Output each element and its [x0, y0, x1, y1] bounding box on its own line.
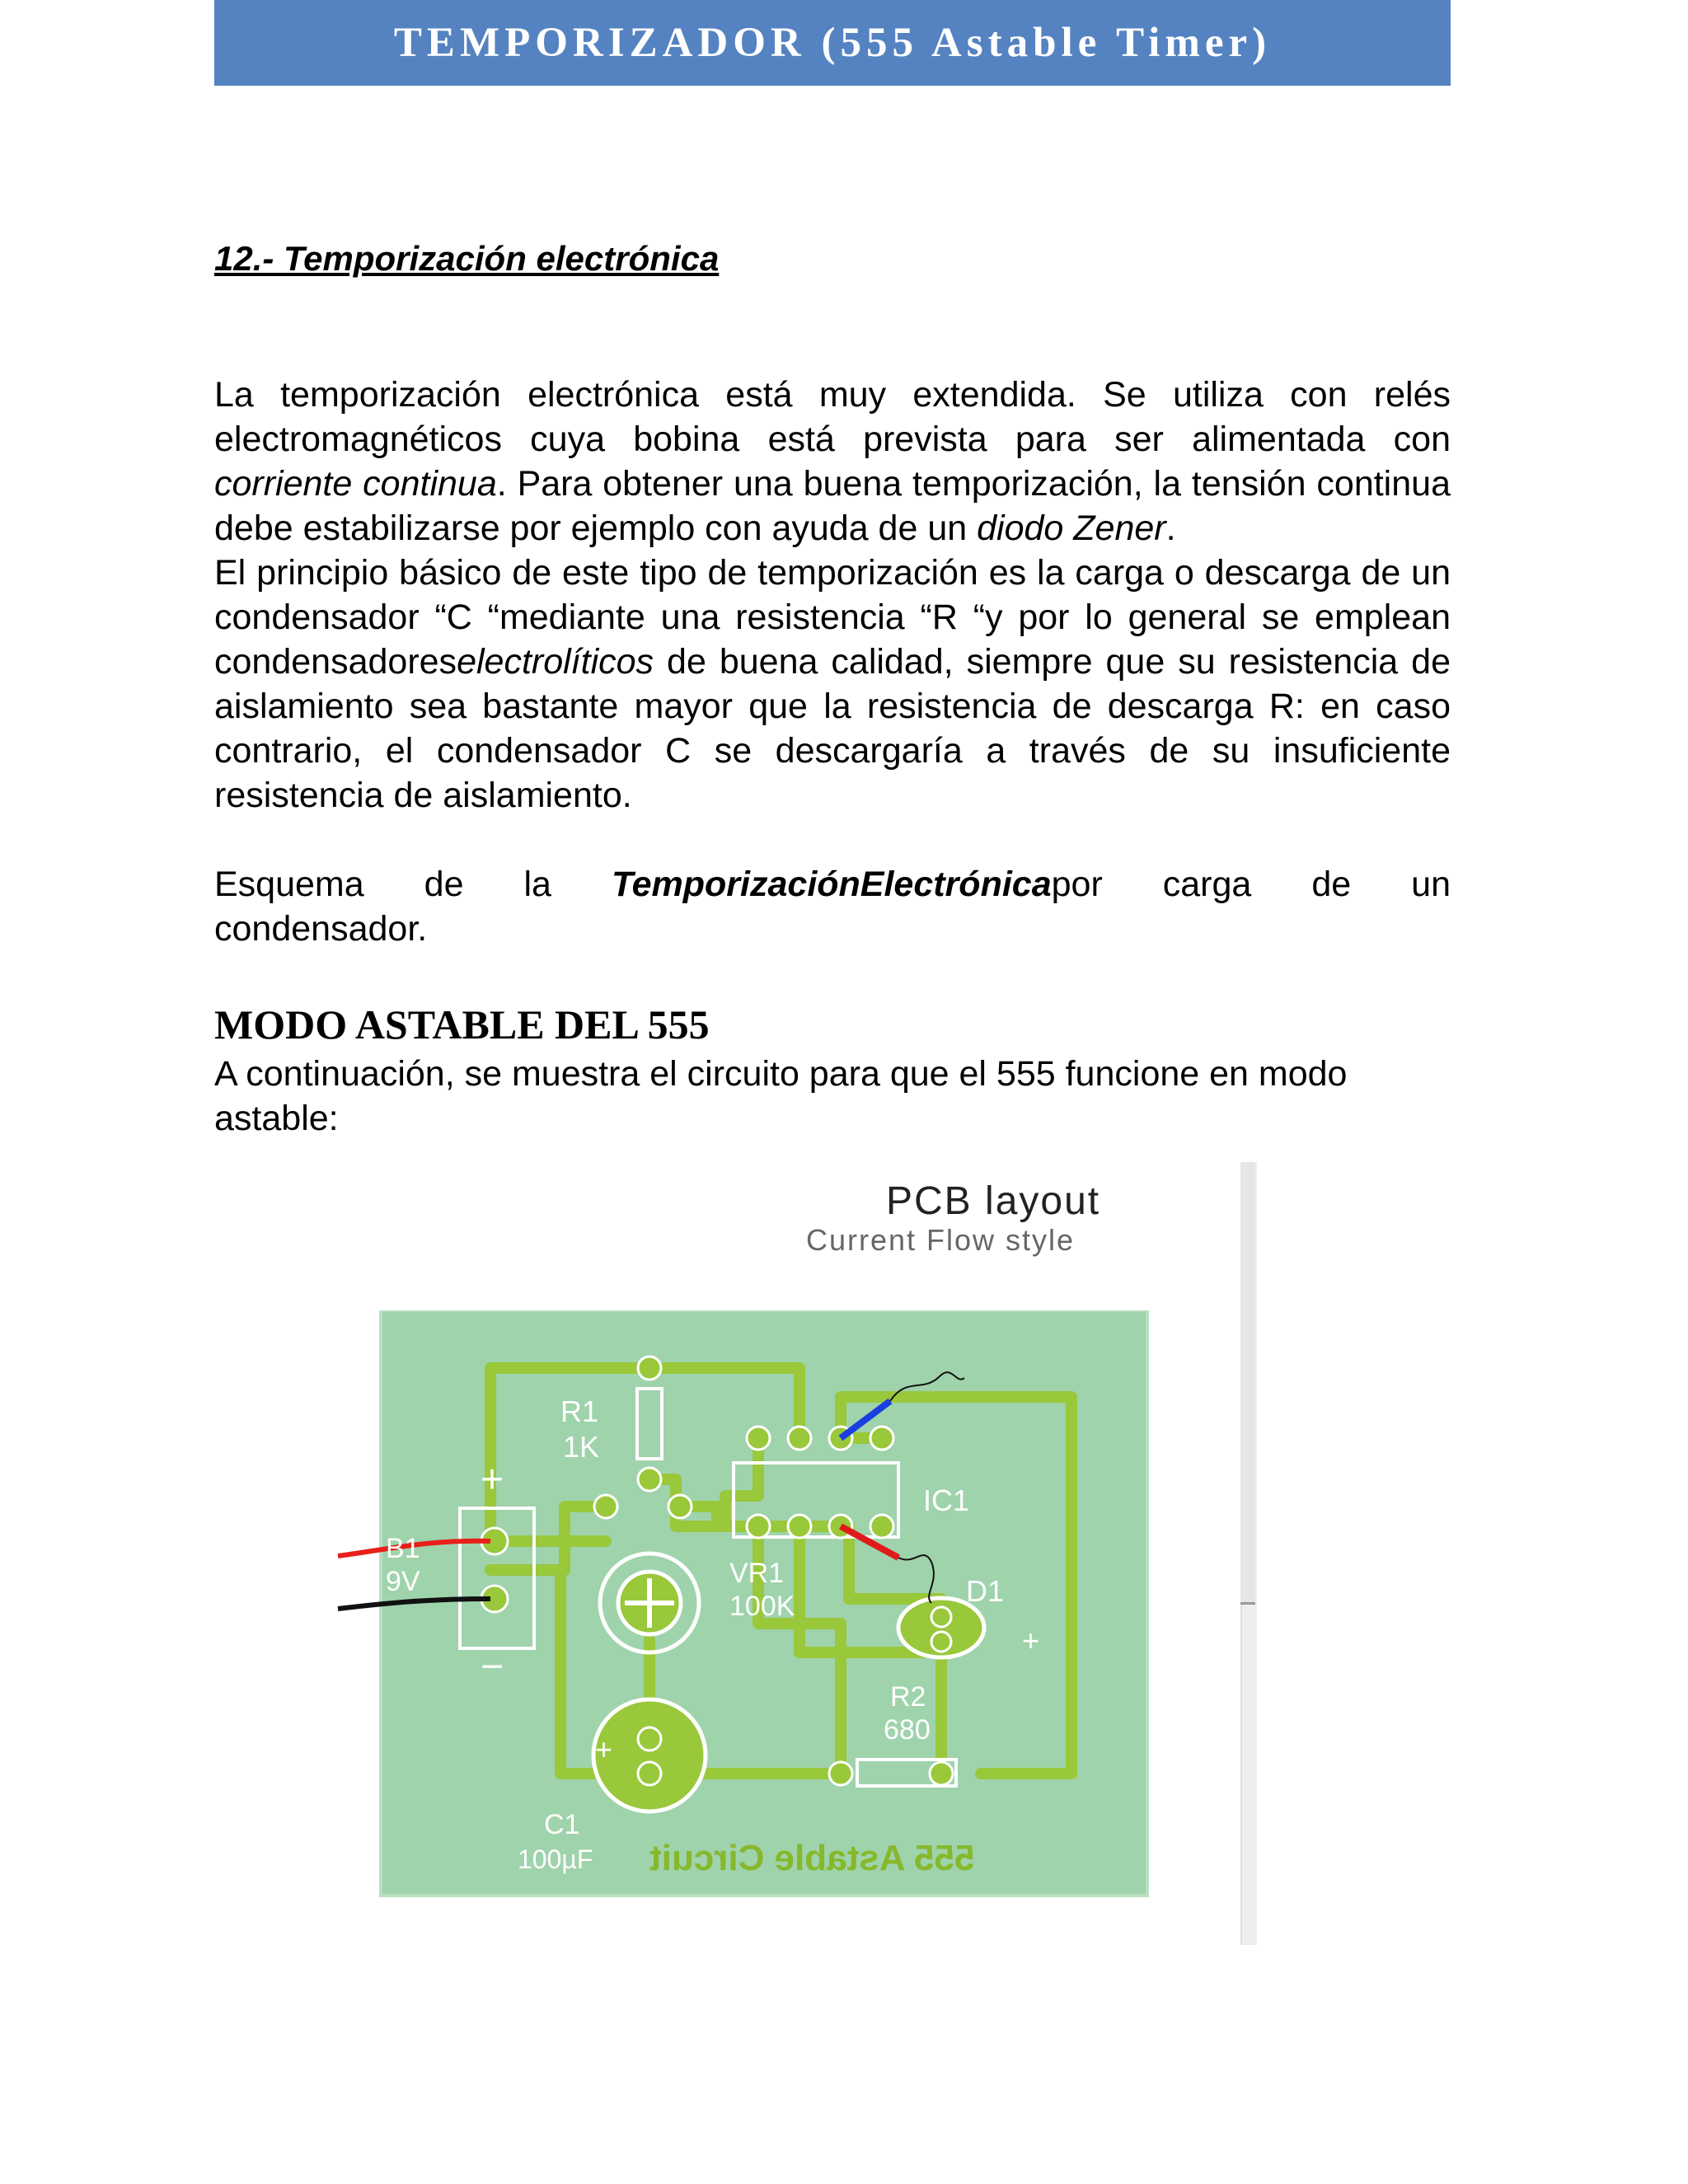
scheme-text-pre: Esquema de la [214, 865, 612, 904]
intro-italic-3: electrolíticos [457, 642, 654, 682]
label-c1-plus: + [595, 1732, 613, 1766]
astable-text: A continuación, se muestra el circuito para que el 555 funcione en modo astable: [214, 1054, 1348, 1138]
section-title: 12.- Temporización electrónica [214, 239, 720, 278]
label-b1-value: 9V [386, 1566, 420, 1597]
intro-text-3: . [1165, 509, 1176, 548]
intro-italic-2: diodo Zener [977, 509, 1166, 548]
label-b1-minus: − [481, 1645, 504, 1689]
pcb-title: PCB layout [886, 1179, 1101, 1223]
label-c1: C1 [544, 1809, 580, 1840]
intro-text-1: La temporización electrónica está muy extendida. Se utiliza con relés electromagnéticos cuya bobina está prevista para ser alimentada con [214, 375, 1451, 459]
label-r1: R1 [560, 1394, 599, 1428]
scheme-paragraph [214, 862, 1451, 907]
label-vr1-value: 100K [729, 1591, 795, 1622]
astable-heading: MODO ASTABLE DEL 555 [214, 1001, 710, 1047]
label-d1: D1 [966, 1574, 1005, 1608]
intro-paragraph [214, 373, 1451, 818]
header-bar [214, 0, 1451, 86]
label-ic1: IC1 [923, 1483, 970, 1517]
label-b1-plus: + [481, 1458, 504, 1502]
label-vr1: VR1 [729, 1558, 785, 1589]
intro-text-4: El principio básico de este tipo de temporización es la carga o descarga de un condensador “C “mediante una resistencia “R “y por lo general se emplean condensadores [214, 553, 1451, 682]
label-r1-value: 1K [563, 1430, 600, 1464]
label-r2: R2 [890, 1681, 926, 1713]
label-r2-value: 680 [884, 1714, 931, 1746]
label-c1-value: 100µF [518, 1844, 593, 1874]
scheme-text-post: por carga de un [1051, 865, 1451, 904]
label-b1: B1 [386, 1533, 420, 1564]
board-silkscreen-text: 555 Astable Circuit [649, 1838, 975, 1878]
page-header-title: TEMPORIZADOR (555 Astable Timer) [393, 20, 1272, 66]
intro-italic-1: corriente continua [214, 464, 497, 504]
scheme-paragraph-line2: condensador. [214, 909, 428, 949]
scheme-bold-italic: TemporizaciónElectrónica [611, 865, 1052, 904]
pcb-label-layer [330, 1310, 1154, 1937]
intro-text-2: . Para obtener una buena temporización, la tensión continua debe estabilizarse por ejemplo con ayuda de un [214, 464, 1451, 548]
intro-text-5: de buena calidad, siempre que su resistencia de aislamiento sea bastante mayor que la resistencia de descarga R: en caso contrario, el condensador C se descargaría a través de su insuficiente resistencia de aislamiento. [214, 642, 1451, 815]
label-d1-plus: + [1022, 1624, 1040, 1657]
pcb-subtitle: Current Flow style [806, 1223, 1076, 1257]
